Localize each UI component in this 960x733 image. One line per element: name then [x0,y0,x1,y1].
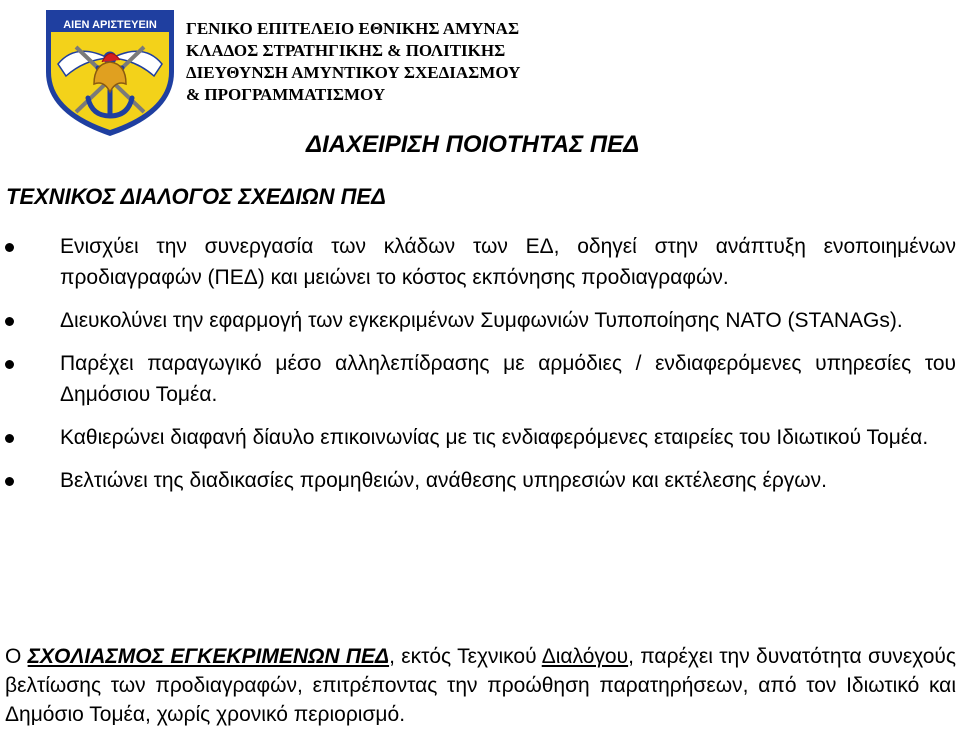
closing-middle: , εκτός Τεχνικού [389,645,542,668]
header-line-2: ΚΛΑΔΟΣ ΣΤΡΑΤΗΓΙΚΗΣ & ΠΟΛΙΤΙΚΗΣ [186,41,506,60]
emblem-motto: ΑΙΕΝ ΑΡΙΣΤΕΥΕΙΝ [63,19,157,31]
list-item [0,305,960,336]
closing-prefix: Ο [5,645,28,668]
organization-header [186,18,520,106]
army-emblem-icon [36,2,184,140]
bullet-icon [5,477,14,486]
bullet-text: Διευκολύνει την εφαρμογή των εγκεκριμένων Συμφωνιών Τυποποίησης ΝΑΤΟ (STANAGs). [60,309,903,332]
header-line-3: ΔΙΕΥΘΥΝΣΗ ΑΜΥΝΤΙΚΟΥ ΣΧΕΔΙΑΣΜΟΥ [186,63,521,82]
bullet-text: Παρέχει παραγωγικό μέσο αλληλεπίδρασης με αρμόδιες / ενδιαφερόμενες υπηρεσίες του Δημόσιου Τομέα. [60,352,956,406]
closing-underlined: Διαλόγου [541,645,629,668]
list-item [0,348,960,410]
bullet-icon [5,360,14,369]
list-item [0,465,960,496]
page-title: ΔΙΑΧΕΙΡΙΣΗ ΠΟΙΟΤΗΤΑΣ ΠΕΔ [306,131,640,158]
bullet-text: Ενισχύει την συνεργασία των κλάδων των ΕΔ, οδηγεί στην ανάπτυξη ενοποιημένων προδιαγραφών (ΠΕΔ) και μειώνει το κόστος εκπόνησης προδιαγραφών. [60,235,956,289]
closing-paragraph [5,642,956,729]
bullet-icon [5,317,14,326]
closing-emphasis: ΣΧΟΛΙΑΣΜΟΣ ΕΓΚΕΚΡΙΜΕΝΩΝ ΠΕΔ [27,645,390,668]
list-item [0,422,960,453]
bullet-text: Καθιερώνει διαφανή δίαυλο επικοινωνίας με τις ενδιαφερόμενες εταιρείες του Ιδιωτικού Τομέα. [60,426,929,449]
section-title: ΤΕΧΝΙΚΟΣ ΔΙΑΛΟΓΟΣ ΣΧΕΔΙΩΝ ΠΕΔ [6,184,386,209]
list-item [0,231,960,293]
bullet-icon [5,243,14,252]
bullet-icon [5,434,14,443]
header-line-1: ΓΕΝΙΚΟ ΕΠΙΤΕΛΕΙΟ ΕΘΝΙΚΗΣ ΑΜΥΝΑΣ [186,19,520,38]
bullet-list [0,231,960,508]
header-line-4: & ΠΡΟΓΡΑΜΜΑΤΙΣΜΟΥ [186,85,386,104]
closing-suffix: , παρέχει την δυνατότητα συνεχούς βελτίωσης των προδιαγραφών, επιτρέποντας την προώθηση παρατηρήσεων, από τον Ιδιωτικό και Δημόσιο Τομέα, χωρίς χρονικό περιορισμό. [5,645,956,726]
bullet-text: Βελτιώνει της διαδικασίες προμηθειών, ανάθεσης υπηρεσιών και εκτέλεσης έργων. [60,469,827,492]
